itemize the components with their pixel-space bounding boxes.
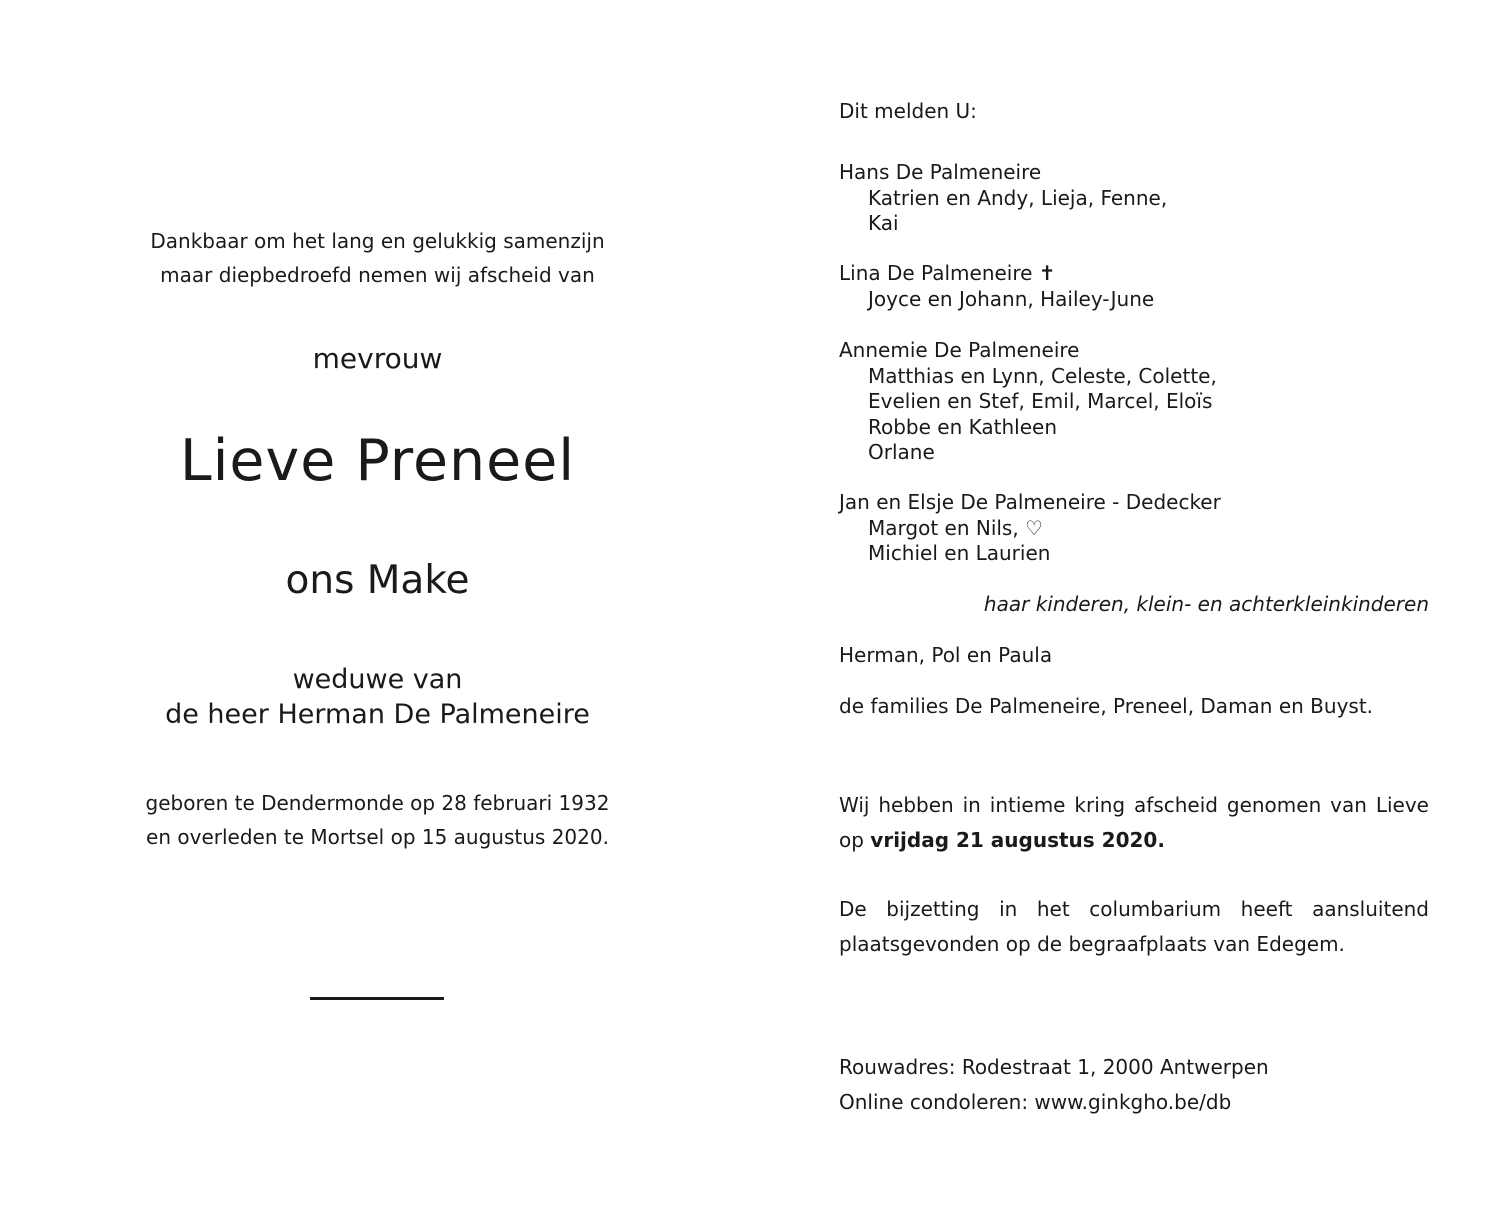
families-line: de families De Palmeneire, Preneel, Daman en Buyst. [839, 694, 1374, 718]
family-head-name: Lina De Palmeneire [839, 261, 1033, 285]
family-head: Annemie De Palmeneire [839, 338, 1080, 362]
left-page [80, 0, 675, 1214]
family-head [839, 261, 1154, 287]
family-members: Matthias en Lynn, Celeste, Colette, [868, 363, 1217, 388]
cross-icon: ✝ [1038, 261, 1056, 285]
family-block [839, 160, 1167, 237]
intro-line-2: maar diepbedroefd nemen wij afscheid van [160, 263, 595, 287]
divider-line [310, 997, 444, 1000]
family-block [839, 338, 1217, 466]
family-head: Jan en Elsje De Palmeneire - Dedecker [839, 490, 1221, 514]
widow-text [80, 662, 675, 732]
family-members: Michiel en Laurien [868, 541, 1051, 565]
contact-block [839, 1050, 1269, 1120]
farewell-date: vrijdag 21 augustus 2020. [870, 828, 1165, 852]
family-members: Katrien en Andy, Lieja, Fenne, [868, 185, 1168, 210]
siblings-line: Herman, Pol en Paula [839, 643, 1053, 667]
burial-paragraph: De bijzetting in het columbarium heeft aansluitend plaatsgevonden op de begraafplaats van Edegem. [839, 897, 1429, 956]
intro-text [80, 224, 675, 292]
kids-caption: haar kinderen, klein- en achterkleinkinderen [983, 592, 1429, 616]
family-members: Margot en Nils, ♡ [868, 515, 1043, 540]
farewell-text: Wij hebben in intieme kring afscheid genomen van Lieve op [839, 793, 1429, 852]
right-page [839, 0, 1429, 1214]
farewell-paragraph [839, 788, 1429, 858]
family-members: Orlane [868, 440, 935, 464]
honorific: mevrouw [312, 342, 443, 375]
family-members: Joyce en Johann, Hailey-June [868, 286, 1155, 311]
address-line: Rouwadres: Rodestraat 1, 2000 Antwerpen [839, 1055, 1269, 1079]
family-head: Hans De Palmeneire [839, 160, 1042, 184]
deceased-name: Lieve Preneel [179, 428, 576, 494]
online-condolence-line: Online condoleren: www.ginkgho.be/db [839, 1090, 1232, 1114]
birth-line: geboren te Dendermonde op 28 februari 1932 [145, 791, 610, 815]
family-members: Evelien en Stef, Emil, Marcel, Eloïs [868, 389, 1213, 413]
widow-line-2: de heer Herman De Palmeneire [165, 699, 590, 730]
family-block [839, 261, 1154, 312]
nickname: ons Make [285, 558, 470, 603]
family-members: Robbe en Kathleen [868, 414, 1058, 439]
lead-text: Dit melden U: [839, 99, 977, 123]
widow-line-1: weduwe van [292, 664, 463, 695]
death-line: en overleden te Mortsel op 15 augustus 2020. [146, 825, 609, 849]
family-block [839, 490, 1221, 567]
intro-line-1: Dankbaar om het lang en gelukkig samenzijn [150, 229, 605, 253]
family-members: Kai [868, 211, 899, 235]
birth-death-text [80, 786, 675, 854]
